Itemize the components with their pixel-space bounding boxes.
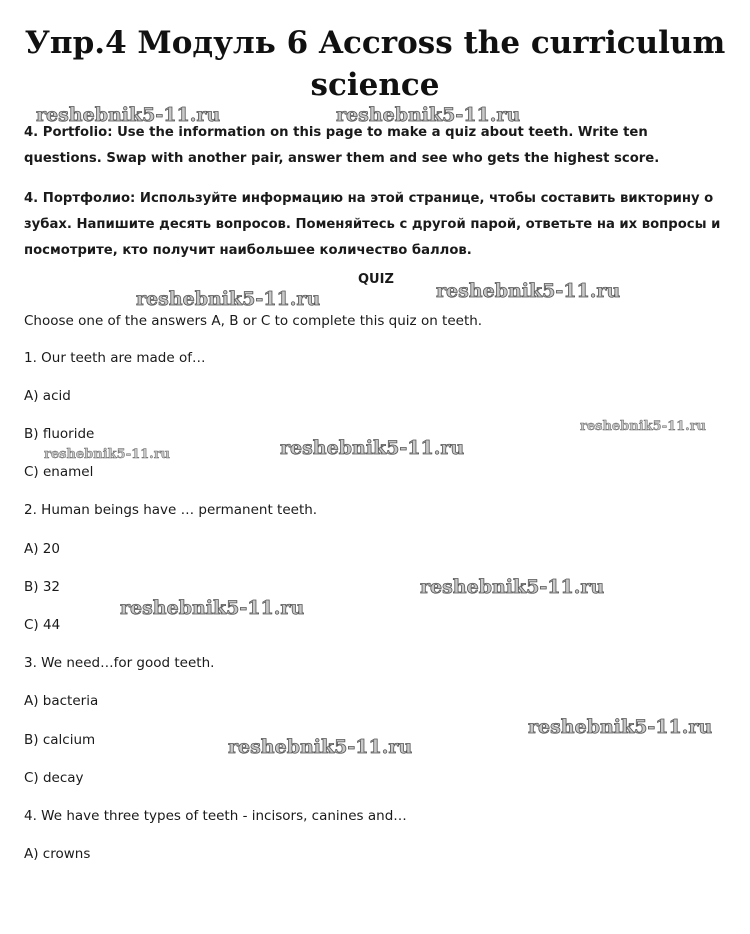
question-1-option-c: C) enamel — [24, 464, 94, 480]
question-2-option-c: C) 44 — [24, 617, 61, 633]
watermark: reshebnik5-11.ru — [580, 419, 707, 434]
watermark: reshebnik5-11.ru — [228, 736, 413, 758]
question-1-option-a: A) acid — [24, 388, 71, 404]
watermark: reshebnik5-11.ru — [436, 280, 621, 302]
task-english: 4. Portfolio: Use the information on this page to make a quiz about teeth. Write ten questions. Swap with another pair, answer them and see who gets the highest score. — [24, 125, 660, 166]
question-2-option-a: A) 20 — [24, 541, 60, 557]
question-2-option-b: B) 32 — [24, 579, 60, 595]
question-3-option-c: C) decay — [24, 770, 84, 786]
watermark: reshebnik5-11.ru — [280, 437, 465, 459]
quiz-heading: QUIZ — [358, 272, 394, 287]
question-4-option-a: A) crowns — [24, 846, 91, 862]
question-3-option-a: A) bacteria — [24, 693, 99, 709]
page-title-subject: science — [310, 67, 440, 103]
watermark: reshebnik5-11.ru — [136, 288, 321, 310]
question-2: 2. Human beings have … permanent teeth. — [24, 502, 318, 518]
watermark: reshebnik5-11.ru — [336, 104, 521, 126]
watermark: reshebnik5-11.ru — [420, 576, 605, 598]
watermark: reshebnik5-11.ru — [528, 716, 713, 738]
question-4: 4. We have three types of teeth - incisors, canines and… — [24, 808, 407, 824]
task-russian: 4. Портфолио: Используйте информацию на этой странице, чтобы составить викторину о зубах. Напишите десять вопросов. Поменяйтесь с другой парой, ответьте на их вопросы и посмотрите, кто получит наибольшее количество баллов. — [24, 191, 721, 258]
question-3-option-b: B) calcium — [24, 732, 96, 748]
quiz-instruction: Choose one of the answers A, B or C to complete this quiz on teeth. — [24, 313, 483, 329]
question-1: 1. Our teeth are made of… — [24, 350, 206, 366]
watermark: reshebnik5-11.ru — [44, 447, 171, 462]
page-title: Упр.4 Модуль 6 Accross the curriculum — [24, 25, 726, 61]
watermark: reshebnik5-11.ru — [120, 597, 305, 619]
question-1-option-b: B) fluoride — [24, 426, 95, 442]
watermark: reshebnik5-11.ru — [36, 104, 221, 126]
question-3: 3. We need…for good teeth. — [24, 655, 215, 671]
